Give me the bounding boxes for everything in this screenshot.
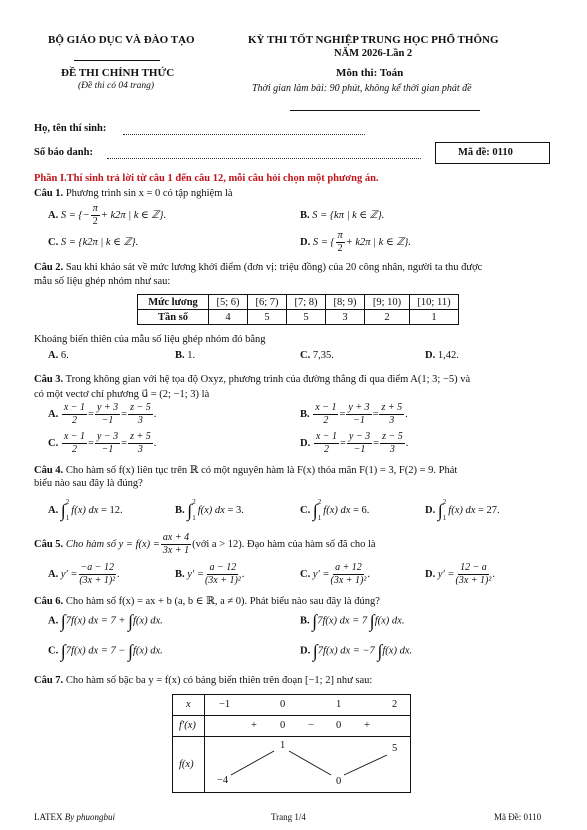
q6-option-b[interactable]: [300, 612, 404, 630]
q6-stem: [34, 595, 380, 607]
q2-b-text: 1.: [187, 350, 196, 361]
vt-f-val-1: 1: [280, 740, 286, 751]
q5-option-d[interactable]: D. y′ = $\frac{12 - a}{\text{(3x + 1)²}}$ .: [425, 562, 495, 586]
q3-option-b[interactable]: [300, 403, 408, 426]
q3-text2: có một vectơ chỉ phương u⃗ = (2; −1; 3) là: [34, 389, 210, 400]
q2-b-letter: B.: [175, 350, 185, 361]
q5-stem: [34, 533, 376, 556]
q3-stem-line1: [34, 374, 470, 385]
q2-th-2: [6; 7): [248, 295, 287, 310]
q5-c-letter: C.: [300, 568, 311, 580]
q3-a-f3: [128, 403, 153, 426]
q1-c-text: S = {k2π | k ∈ ℤ}.: [60, 237, 139, 248]
q3-a-eq2: =: [121, 408, 128, 420]
q1-label: Câu 1.: [34, 188, 64, 199]
exam-title: KỲ THI TỐT NGHIỆP TRUNG HỌC PHỔ THÔNG: [248, 34, 499, 46]
vt-fp-sign-0: +: [251, 720, 257, 731]
q4-text1: Cho hàm số f(x) liên tục trên ℝ có một nguyên hàm là F(x) thỏa mãn F(1) = 3, F(2) = 9. Phát: [65, 465, 458, 476]
vt-fp-sign-1: 0: [280, 720, 286, 731]
part1-title: Phần I.Thí sinh trả lời từ câu 1 đến câu 12, mỗi câu hỏi chọn một phương án.: [34, 173, 379, 184]
q1-a-post: + k2π | k ∈ ℤ}.: [100, 209, 167, 221]
q1-d-num: π: [337, 230, 343, 241]
vt-f-val-2: 0: [336, 776, 342, 787]
q2-th-6: [10; 11): [410, 295, 459, 310]
q4-d-upper: 2: [442, 498, 447, 506]
q1-text: Phương trình sin x = 0 có tập nghiệm là: [65, 188, 233, 199]
q6-option-d[interactable]: [300, 642, 412, 660]
q4-a-upper: 2: [65, 498, 70, 506]
q6-d-letter: D.: [300, 645, 311, 657]
ministry: BỘ GIÁO DỤC VÀ ĐÀO TẠO: [48, 34, 195, 46]
q6-b-letter: B.: [300, 615, 310, 627]
q5-d-frac: [456, 563, 492, 586]
q1-d-den: 2: [337, 243, 343, 254]
q2-table: [137, 294, 459, 325]
q5-pre: Cho hàm số y = f(x) =: [65, 538, 160, 550]
q6-d-tail: f(x) dx.: [382, 645, 413, 657]
q4-a-letter: A.: [48, 504, 59, 516]
q6-b-tail: f(x) dx.: [374, 615, 405, 627]
q3-d-f3-num: z − 5: [382, 431, 403, 442]
q3-d-f2: [347, 432, 372, 455]
q2-td-3: 5: [287, 310, 326, 325]
vt-arrow-up-1: [231, 751, 274, 775]
q5-b-yprime: y′ =: [187, 568, 204, 580]
q3-b-f2-den: −1: [353, 415, 365, 426]
q4-b-upper: 2: [192, 498, 196, 506]
q5-d-yprime: y′ =: [437, 568, 455, 580]
q4-c-letter: C.: [300, 504, 311, 516]
q3-b-eq1: =: [339, 408, 346, 420]
q2-d-letter: D.: [425, 350, 436, 361]
exam-code-box: [435, 142, 550, 164]
q1-a-num: π: [92, 203, 98, 214]
vt-fp-sign-2: −: [308, 720, 314, 731]
q4-a-limits: [66, 499, 70, 522]
q4-c-integral-sign: ∫: [312, 500, 318, 521]
q3-a-f1: [62, 403, 87, 426]
q5-d-den: (3x + 1)²: [455, 575, 492, 586]
q3-option-c[interactable]: [48, 432, 156, 455]
q4-b-value: = 3.: [227, 504, 244, 516]
candidate-name-field[interactable]: [123, 134, 365, 135]
q6-d-text: 7f(x) dx = −7: [317, 645, 375, 657]
q5-b-num: a − 12: [209, 562, 237, 573]
q3-d-f2-den: −1: [353, 444, 366, 455]
vt-arrow-down: [289, 751, 331, 775]
q5-b-frac: [205, 563, 241, 586]
footer-code: Mã Đề: 0110: [494, 812, 542, 822]
q5-c-yprime: y′ =: [312, 568, 330, 580]
q1-a-pre: S = {−: [60, 209, 90, 221]
vt-x-1: 0: [280, 699, 286, 710]
q3-b-f1-num: x − 1: [315, 402, 337, 413]
q7-stem: [34, 675, 372, 686]
time-note: Thời gian làm bài: 90 phút, không kể thời gian phát đề: [252, 83, 472, 94]
q2-td-5: 2: [365, 310, 410, 325]
q6-b-int2: ∫: [369, 611, 375, 631]
q5-den: 3x + 1: [162, 545, 190, 556]
vt-x-0: −1: [219, 699, 231, 710]
q4-stem-line1: [34, 464, 457, 476]
q4-a-value: = 12.: [101, 504, 123, 516]
q2-td-1: 4: [209, 310, 248, 325]
q2-option-b[interactable]: [175, 350, 195, 361]
q3-c-eq1: =: [88, 437, 94, 449]
q1-d-post: + k2π | k ∈ ℤ}.: [345, 236, 411, 248]
vt-f-val-0: −4: [217, 775, 229, 786]
vt-f-label: f(x): [179, 759, 194, 770]
q2-th-5: [9; 10): [365, 295, 410, 310]
q2-d-text: 1,42.: [437, 350, 459, 361]
q3-label: Câu 3.: [34, 374, 64, 385]
vt-x-2: 1: [336, 699, 342, 710]
q1-d-letter: D.: [300, 236, 311, 248]
q6-a-letter: A.: [48, 615, 59, 627]
q5-a-yprime: y′ =: [60, 568, 78, 580]
q1-option-d[interactable]: [300, 231, 411, 254]
q4-a-integrand: f(x) dx: [71, 504, 99, 516]
q2-c-text: 7,35.: [312, 350, 334, 361]
q3-b-f3-den: 3: [389, 415, 395, 426]
q4-text2: biểu nào sau đây là đúng?: [34, 478, 143, 489]
q6-a-int1: ∫: [60, 611, 66, 631]
q2-table-freq-row: [138, 310, 459, 325]
footer-author: By phuongbui: [64, 812, 115, 822]
q3-d-f1: [314, 432, 339, 455]
q2-question: Khoảng biến thiên của mẫu số liệu ghép nhóm đó bằng: [34, 334, 266, 345]
q4-label: Câu 4.: [34, 465, 64, 476]
official-label: ĐỀ THI CHÍNH THỨC: [61, 67, 175, 79]
q1-a-den: 2: [92, 216, 98, 227]
q3-c-f2-den: −1: [101, 444, 114, 455]
q3-c-end: .: [153, 437, 157, 449]
q6-option-c[interactable]: [48, 642, 163, 660]
q6-c-text: 7f(x) dx = 7 −: [65, 645, 126, 657]
variation-table: [172, 694, 411, 793]
q4-b-lower: 1: [192, 514, 196, 522]
q3-b-end: .: [405, 408, 408, 420]
q2-table-head-row: [138, 295, 459, 310]
q6-a-int2: ∫: [128, 611, 133, 631]
q4-option-d[interactable]: [425, 499, 500, 522]
q3-b-f3: [379, 403, 404, 426]
q1-b-letter: B.: [300, 210, 310, 221]
q6-option-a[interactable]: [48, 612, 163, 630]
q4-c-upper: 2: [317, 498, 322, 506]
q4-d-integral-sign: ∫: [437, 500, 443, 521]
q6-c-tail: f(x) dx.: [133, 645, 163, 657]
q5-a-frac: [79, 563, 117, 586]
q5-c-frac: [331, 563, 367, 586]
q5-d-letter: D.: [425, 568, 436, 580]
exam-year: NĂM 2026-Lần 2: [334, 48, 413, 59]
q3-a-f2-num: y + 3: [96, 402, 119, 413]
q3-d-eq1: =: [340, 437, 346, 449]
q2-td-0: Tần số: [138, 310, 209, 325]
q3-a-letter: A.: [48, 408, 59, 420]
pages-note: (Đề thi có 04 trang): [78, 81, 154, 91]
q4-a-lower: 1: [65, 514, 70, 522]
q3-b-f2: [346, 403, 371, 426]
q4-c-value: = 6.: [353, 504, 370, 516]
q5-option-a[interactable]: A. y′ = $\frac{-a - 12}{\text{(3x + 1)²}}$ .: [48, 562, 120, 586]
q5-b-letter: B.: [175, 568, 185, 580]
q3-c-f2-num: y − 3: [96, 431, 119, 442]
q3-a-f2: [95, 403, 120, 426]
q6-b-int1: ∫: [312, 611, 318, 631]
q3-d-f3-den: 3: [389, 444, 395, 455]
q7-text: Cho hàm số bậc ba y = f(x) có bảng biến thiên trên đoạn [−1; 2] như sau:: [65, 675, 373, 686]
q3-a-f1-den: 2: [71, 415, 77, 426]
q1-a-frac: [91, 204, 100, 227]
q6-d-int1: ∫: [312, 641, 318, 661]
q3-d-f2-num: y − 3: [348, 431, 371, 442]
q3-d-f3: [380, 432, 405, 455]
q4-option-c[interactable]: [300, 499, 369, 522]
q4-b-integral-sign: ∫: [187, 500, 193, 521]
vt-fp-sign-3: 0: [336, 720, 342, 731]
q1-option-a[interactable]: [48, 204, 166, 227]
q4-b-integrand: f(x) dx: [197, 504, 225, 516]
q3-c-f2: [95, 432, 120, 455]
q2-a-text: 6.: [60, 350, 69, 361]
q2-text1: Sau khi khảo sát về mức lương khởi điểm (đơn vị: triệu đồng) của 20 công nhân, người ta thu được: [65, 262, 483, 273]
q4-b-letter: B.: [175, 504, 185, 516]
q2-td-2: 5: [248, 310, 287, 325]
q5-post: (với a > 12). Đạo hàm của hàm số đã cho là: [192, 538, 376, 550]
q3-a-end: .: [153, 408, 157, 420]
q3-c-letter: C.: [48, 437, 59, 449]
q3-option-a[interactable]: [48, 403, 156, 426]
q3-a-eq1: =: [88, 408, 94, 420]
q2-text2: mẫu số liệu ghép nhóm như sau:: [34, 276, 171, 287]
q3-text1: Trong không gian với hệ tọa độ Oxyz, phương trình của đường thẳng đi qua điểm A(1; 3; −5) và: [65, 374, 471, 385]
q2-c-letter: C.: [300, 350, 311, 361]
q3-option-d[interactable]: [300, 432, 408, 455]
q6-b-text: 7f(x) dx = 7: [317, 615, 368, 627]
q4-b-limits: [192, 499, 196, 522]
q1-d-pre: S = {: [312, 236, 335, 248]
q4-d-value: = 27.: [478, 504, 500, 516]
q3-b-f2-num: y + 3: [348, 402, 370, 413]
q1-a-letter: A.: [48, 209, 59, 221]
q4-d-letter: D.: [425, 504, 436, 516]
footer-page: Trang 1/4: [271, 812, 306, 822]
candidate-id-field[interactable]: [107, 158, 421, 159]
q2-td-6: 1: [410, 310, 459, 325]
q4-d-limits: [443, 499, 447, 522]
q2-a-letter: A.: [48, 350, 59, 361]
q3-a-f3-num: z − 5: [130, 402, 151, 413]
q3-c-f1-num: x − 1: [63, 431, 86, 442]
q4-c-integrand: f(x) dx: [323, 504, 351, 516]
q6-a-text: 7f(x) dx = 7 +: [65, 615, 126, 627]
q3-b-f3-num: z + 5: [381, 402, 403, 413]
q3-d-eq2: =: [373, 437, 380, 449]
q3-b-eq2: =: [372, 408, 379, 420]
q2-td-4: 3: [326, 310, 365, 325]
q1-option-c[interactable]: [48, 236, 138, 248]
q6-label: Câu 6.: [34, 596, 64, 607]
q5-num: ax + 4: [162, 532, 190, 543]
vt-x-3: 2: [392, 699, 398, 710]
vt-arrows: [173, 695, 410, 792]
q3-c-f3: [128, 432, 153, 455]
footer-latex-logo: LATEX: [34, 812, 63, 822]
q6-a-tail: f(x) dx.: [133, 615, 163, 627]
q7-label: Câu 7.: [34, 675, 64, 686]
q3-d-f1-num: x − 1: [315, 431, 338, 442]
q3-a-f2-den: −1: [101, 415, 114, 426]
q1-c-letter: C.: [48, 237, 59, 248]
q5-frac: [161, 533, 191, 556]
q3-b-letter: B.: [300, 408, 310, 420]
q2-option-c[interactable]: [300, 350, 334, 361]
subject: Môn thi: Toán: [336, 67, 404, 79]
q3-a-f1-num: x − 1: [63, 402, 86, 413]
q6-c-int2: ∫: [128, 641, 133, 661]
header-divider-left: [74, 60, 160, 61]
q3-d-f1-den: 2: [323, 444, 329, 455]
q6-d-int2: ∫: [377, 641, 383, 661]
vt-arrow-up-2: [344, 755, 387, 775]
q1-stem: [34, 188, 233, 199]
q3-b-f1: [313, 403, 338, 426]
q3-c-f3-num: z + 5: [130, 431, 151, 442]
q1-b-text: S = {kπ | k ∈ ℤ}.: [312, 210, 385, 221]
q3-c-f1: [62, 432, 87, 455]
q2-option-a[interactable]: [48, 350, 69, 361]
q2-th-3: [7; 8): [287, 295, 326, 310]
q4-a-integral-sign: ∫: [60, 500, 66, 521]
vt-fp-sign-4: +: [364, 720, 370, 731]
q6-c-int1: ∫: [60, 641, 66, 661]
q5-label: Câu 5.: [34, 538, 64, 550]
q5-b-den: (3x + 1)²: [204, 575, 241, 586]
q5-a-letter: A.: [48, 568, 59, 580]
q4-d-lower: 1: [442, 514, 447, 522]
q6-c-letter: C.: [48, 645, 59, 657]
vt-x-label: x: [186, 699, 191, 710]
q5-option-b[interactable]: B. y′ = $\frac{a - 12}{\text{(3x + 1)²}}$ .: [175, 562, 245, 586]
q4-d-integrand: f(x) dx: [448, 504, 476, 516]
q2-th-0: Mức lương: [138, 295, 209, 310]
vt-fp-label: f′(x): [179, 720, 196, 731]
q2-th-4: [8; 9): [326, 295, 365, 310]
q2-label: Câu 2.: [34, 262, 64, 273]
exam-code: Mã đề: 0110: [458, 147, 513, 158]
footer-left: [34, 812, 115, 822]
q4-option-b[interactable]: [175, 499, 244, 522]
candidate-name-label: Họ, tên thí sinh:: [34, 123, 107, 134]
q5-a-num: −a − 12: [80, 562, 115, 573]
q1-option-b[interactable]: [300, 209, 384, 221]
q5-c-num: a + 12: [335, 562, 362, 573]
candidate-id-label: Số báo danh:: [34, 147, 93, 158]
q5-a-den: (3x + 1)²: [79, 575, 116, 586]
q4-c-limits: [318, 499, 322, 522]
q5-d-num: 12 − a: [460, 562, 487, 573]
q4-c-lower: 1: [317, 514, 322, 522]
q3-a-f3-den: 3: [137, 415, 143, 426]
vt-f-val-3: 5: [392, 743, 398, 754]
q2-stem-line1: [34, 262, 482, 273]
q2-th-1: [5; 6): [209, 295, 248, 310]
q3-c-f3-den: 3: [137, 444, 143, 455]
q1-d-frac: [336, 231, 345, 254]
q3-d-letter: D.: [300, 437, 311, 449]
q5-c-den: (3x + 1)²: [330, 575, 367, 586]
q6-text: Cho hàm số f(x) = ax + b (a, b ∈ ℝ, a ≠ 0). Phát biểu nào sau đây là đúng?: [65, 596, 380, 607]
header-divider-right: [290, 110, 480, 111]
q3-d-end: .: [405, 437, 409, 449]
q3-b-f1-den: 2: [323, 415, 329, 426]
q5-option-c[interactable]: C. y′ = $\frac{a + 12}{\text{(3x + 1)²}}$ .: [300, 562, 370, 586]
q2-option-d[interactable]: [425, 350, 459, 361]
q3-c-f1-den: 2: [71, 444, 77, 455]
q3-c-eq2: =: [121, 437, 128, 449]
q4-option-a[interactable]: [48, 499, 123, 522]
